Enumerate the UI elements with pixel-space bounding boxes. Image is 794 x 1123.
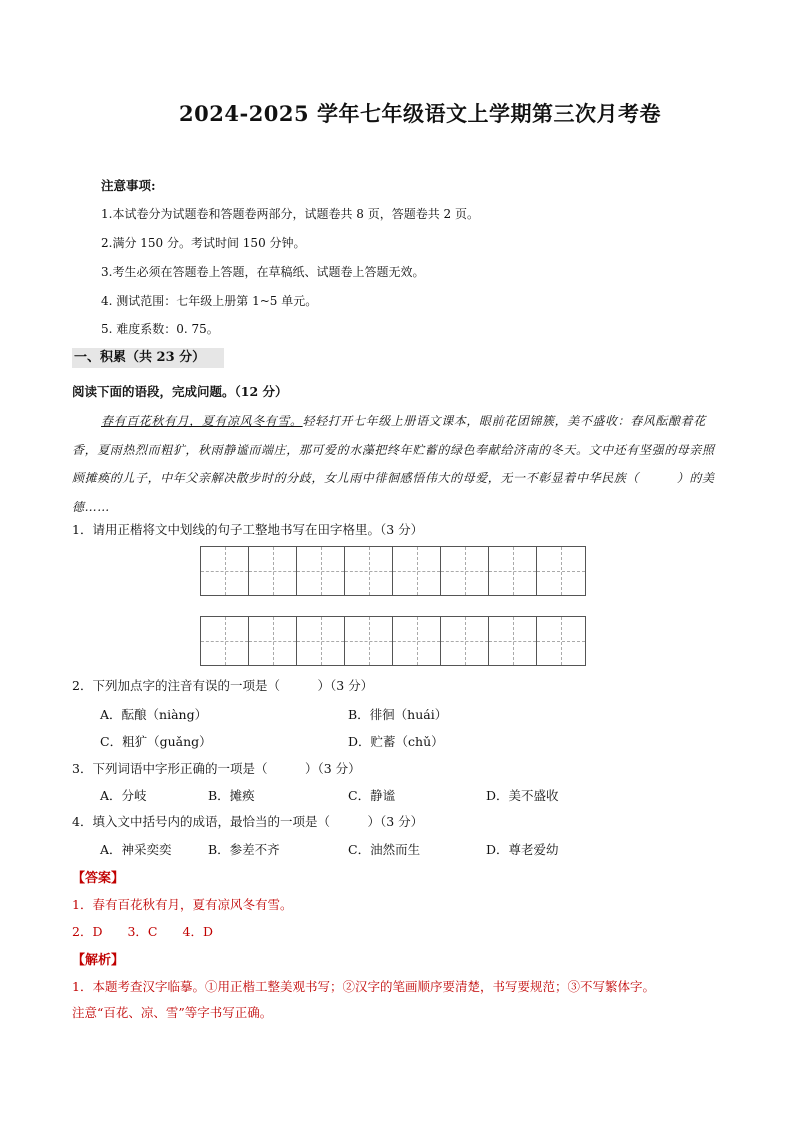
question-1: 1．请用正楷将文中划线的句子工整地书写在田字格里。（3 分） [72, 522, 424, 537]
question-4: 4．填入文中括号内的成语，最恰当的一项是（ ）（3 分） [72, 814, 424, 829]
section-heading: 一、积累（共 23 分） [72, 348, 224, 368]
grid-cell[interactable] [297, 547, 345, 595]
answer-line-2: 2．D 3．C 4．D [72, 924, 213, 939]
q2-option-b[interactable]: B．徘徊（huái） [348, 707, 448, 722]
notes-heading: 注意事项: [101, 178, 156, 193]
page-title: 2024-2025 学年七年级语文上学期第三次月考卷 [179, 101, 661, 126]
answer-heading: 【答案】 [72, 871, 125, 886]
grid-cell[interactable] [249, 617, 297, 665]
writing-grid-row-2[interactable] [200, 616, 586, 666]
note-item: 1.本试卷分为试题卷和答题卷两部分，试题卷共 8 页，答题卷共 2 页。 [101, 207, 479, 221]
grid-cell[interactable] [345, 547, 393, 595]
section-subheading: 阅读下面的语段，完成问题。（12 分） [72, 384, 288, 399]
q3-option-b[interactable]: B．摊痪 [208, 788, 255, 803]
grid-cell[interactable] [537, 617, 585, 665]
q4-option-c[interactable]: C．油然而生 [348, 842, 421, 857]
q2-option-a[interactable]: A．酝酿（niàng） [100, 707, 208, 722]
analysis-line-2: 注意“百花、凉、雪”等字书写正确。 [72, 1005, 273, 1020]
note-item: 3.考生必须在答题卷上答题，在草稿纸、试题卷上答题无效。 [101, 265, 425, 279]
grid-cell[interactable] [393, 547, 441, 595]
question-2: 2．下列加点字的注音有误的一项是（ ）（3 分） [72, 678, 374, 693]
grid-cell[interactable] [249, 547, 297, 595]
q2-option-c[interactable]: C．粗犷（guǎng） [100, 734, 212, 749]
answer-line-1: 1．春有百花秋有月，夏有凉风冬有雪。 [72, 897, 293, 912]
grid-cell[interactable] [393, 617, 441, 665]
underlined-sentence: 春有百花秋有月，夏有凉风冬有雪。 [101, 414, 303, 428]
q3-option-a[interactable]: A．分岐 [100, 788, 147, 803]
q4-option-a[interactable]: A．神采奕奕 [100, 842, 172, 857]
passage-text: 轻轻打开七年级上册语文课本，眼前花团锦簇，美不盛收：春风酝酿着花香，夏雨热烈而粗犷，秋雨静谧而端庄，那可爱的水藻把终年贮蓄的绿色奉献给济南的冬天。文中还有坚强的母亲照顾摊痪的儿子，中年父亲解决散步时的分歧，女儿雨中徘徊感悟伟大的母爱，无一不彰显着中华民族（ ）的美德…… [72, 414, 715, 514]
analysis-line-1: 1．本题考查汉字临摹。①用正楷工整美观书写；②汉字的笔画顺序要清楚，书写要规范；③不写繁体字。 [72, 979, 655, 994]
grid-cell[interactable] [345, 617, 393, 665]
grid-cell[interactable] [537, 547, 585, 595]
note-item: 5. 难度系数：0. 75。 [101, 322, 219, 336]
grid-cell[interactable] [441, 617, 489, 665]
reading-passage [72, 407, 720, 521]
note-item: 2.满分 150 分。考试时间 150 分钟。 [101, 236, 306, 250]
grid-cell[interactable] [441, 547, 489, 595]
q3-option-c[interactable]: C．静谧 [348, 788, 396, 803]
analysis-heading: 【解析】 [72, 953, 125, 968]
grid-cell[interactable] [201, 547, 249, 595]
grid-cell[interactable] [489, 617, 537, 665]
grid-cell[interactable] [489, 547, 537, 595]
writing-grid-row-1[interactable] [200, 546, 586, 596]
grid-cell[interactable] [297, 617, 345, 665]
q2-option-d[interactable]: D．贮蓄（chǔ） [348, 734, 444, 749]
q3-option-d[interactable]: D．美不盛收 [486, 788, 559, 803]
grid-cell[interactable] [201, 617, 249, 665]
question-3: 3．下列词语中字形正确的一项是（ ）（3 分） [72, 761, 361, 776]
q4-option-b[interactable]: B．参差不齐 [208, 842, 280, 857]
q4-option-d[interactable]: D．尊老爱幼 [486, 842, 559, 857]
note-item: 4. 测试范围：七年级上册第 1~5 单元。 [101, 294, 318, 308]
